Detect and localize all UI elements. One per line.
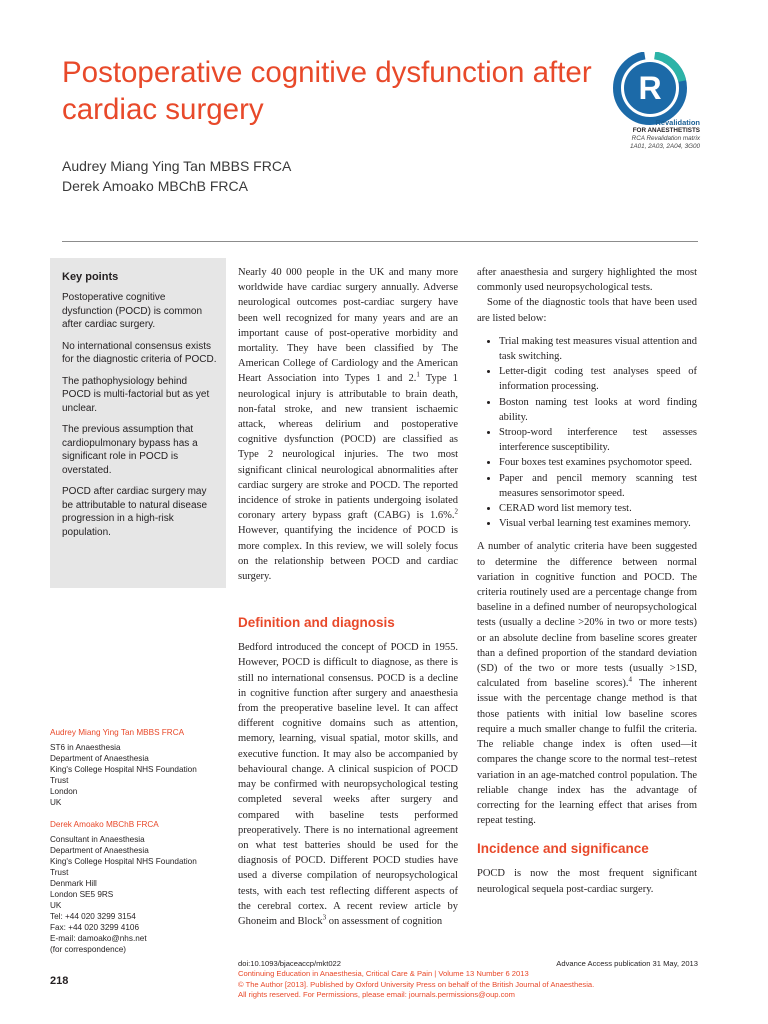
definition-paragraph: Bedford introduced the concept of POCD in 1955. However, POCD is difficult to diagnose, as there is still no international consensus. POCD is a decline in cognitive function after surgery and anaesthesia from the preoperative baseline level. It can affect different cognitive domains such as attention, memory, learning, visual spatial, motor skills, and executive function. It may also be accompanied by behavioural change. A clinical suspicion of POCD may be confirmed with neuropsychological testing completed several weeks after surgery and compared with baseline tests performed preoperatively. There is no international agreement on what test batteries should be used for the diagnosis of POCD. Different POCD studies have used a diverse compilation of neuropsychological tests, with each test reflecting different aspects of the cerebral cortex. A recent review article by Ghoneim and Block$^3$ on assessment of cognition bbox=[238, 642, 458, 927]
revalidation-brand: Revalidation bbox=[655, 118, 700, 127]
list-item: • Letter-digit coding test analyses speed of information processing. bbox=[499, 364, 697, 394]
affiliation-name: Derek Amoako MBChB FRCA bbox=[50, 820, 159, 829]
affiliation-line: Trust bbox=[50, 868, 69, 877]
footer-advance-access: Advance Access publication 31 May, 2013 bbox=[556, 959, 698, 968]
key-point: POCD after cardiac surgery may be attributable to natural disease progression in a high-risk population. bbox=[62, 486, 208, 538]
affiliation-line: Fax: +44 020 3299 4106 bbox=[50, 923, 139, 932]
revalidation-logo-letter: R bbox=[638, 70, 662, 106]
key-point: The pathophysiology behind POCD is multi-factorial but as yet unclear. bbox=[62, 375, 210, 414]
diagnostic-tests-list bbox=[477, 334, 697, 532]
affiliation-author-1 bbox=[50, 727, 230, 808]
footer-rights: All rights reserved. For Permissions, please email: journals.permissions@oup.com bbox=[238, 990, 515, 1000]
list-item: • Stroop-word interference test assesses interference susceptibility. bbox=[499, 425, 697, 455]
tests-lead-paragraph: Some of the diagnostic tools that have been used are listed below: bbox=[477, 297, 697, 324]
key-points-box bbox=[50, 258, 226, 588]
footer-copyright: © The Author [2013]. Published by Oxford University Press on behalf of the British Journal of Anaesthesia. bbox=[238, 979, 595, 989]
affiliation-line: Tel: +44 020 3299 3154 bbox=[50, 912, 136, 921]
list-item: • Four boxes test examines psychomotor speed. bbox=[499, 455, 697, 470]
footer-doi: doi:10.1093/bjaceaccp/mkt022 bbox=[238, 959, 342, 968]
affiliation-line: Denmark Hill bbox=[50, 879, 97, 888]
list-item: • Visual verbal learning test examines memory. bbox=[499, 516, 697, 531]
tests-intro-paragraph: after anaesthesia and surgery highlighted the most commonly used neuropsychological tests. bbox=[477, 267, 697, 294]
affiliation-line: Consultant in Anaesthesia bbox=[50, 835, 145, 844]
footer-journal: Continuing Education in Anaesthesia, Critical Care & Pain | Volume 13 Number 6 2013 bbox=[238, 969, 529, 979]
page-footer bbox=[238, 959, 698, 1001]
key-points-heading: Key points bbox=[62, 271, 119, 283]
criteria-paragraph: A number of analytic criteria have been suggested to determine the difference between normal variation in cognitive function and POCD. The criteria routinely used are a percentage change from baseline in a defined number of neuropsychological tests (usually a decline >20% in two or more tests) or an absolute decline from baseline scores greater than a defined proportion of the standard deviation (SD) of the two or more tests (usually >1SD, calculated from baseline scores).$^4$ The inherent issue with the percentage change method is that those patients with initial low baseline scores require a much smaller change to fulfil the criteria. The reliable change index is often used—it compares the change score to the normal test–retest variation in an age-matched control population. The reliable change index has the advantage of correcting for the learning effect that arises from repeat testing. bbox=[477, 541, 697, 827]
intro-paragraph: Nearly 40 000 people in the UK and many more worldwide have cardiac surgery annually. Adverse neurological outcomes post-cardiac surgery have been well recognized for many years and are an important cause of post-operative morbidity and mortality. They have been classified by The American College of Cardiology and the American Heart Association into Types 1 and 2.$^1$ Type 1 neurological injury is attributable to brain death, non-fatal stroke, and new transient ischaemic attack, whereas delirium and postoperative cognitive dysfunction (POCD) are classified as Type 2 neurological injuries. The two most significant clinical neurological abnormalities after cardiac surgery are stroke and POCD. The reported incidence of stroke in patients undergoing isolated coronary artery bypass graft (CABG) is 1.6%.$^2$ However, quantifying the incidence of POCD is more complex. In this review, we will solely focus on the relationship between POCD and cardiac surgery. bbox=[238, 267, 458, 583]
affiliation-line: King's College Hospital NHS Foundation bbox=[50, 857, 197, 866]
body-column-1 bbox=[238, 265, 458, 929]
affiliation-line: Trust bbox=[50, 776, 69, 785]
key-point: No international consensus exists for the diagnostic criteria of POCD. bbox=[62, 340, 217, 365]
affiliation-line: Department of Anaesthesia bbox=[50, 846, 149, 855]
affiliation-line: London bbox=[50, 787, 78, 796]
article-title: Postoperative cognitive dysfunction after cardiac surgery bbox=[62, 56, 592, 126]
affiliation-line: (for correspondence) bbox=[50, 945, 126, 954]
author-list bbox=[62, 156, 291, 196]
affiliation-name: Audrey Miang Ying Tan MBBS FRCA bbox=[50, 728, 185, 737]
revalidation-line1: FOR ANAESTHETISTS bbox=[632, 127, 700, 134]
page-number: 218 bbox=[50, 975, 69, 987]
body-column-2 bbox=[477, 265, 697, 897]
section-heading-definition: Definition and diagnosis bbox=[238, 615, 395, 631]
revalidation-line2: RCA Revalidation matrix bbox=[631, 135, 700, 142]
affiliation-line: UK bbox=[50, 798, 62, 807]
list-item: • Paper and pencil memory scanning test measures sensorimotor speed. bbox=[499, 471, 697, 501]
affiliation-line: UK bbox=[50, 901, 62, 910]
revalidation-line3: 1A01, 2A03, 2A04, 3G00 bbox=[629, 143, 700, 150]
key-point: The previous assumption that cardiopulmonary bypass has a significant role in POCD is overstated. bbox=[62, 424, 198, 476]
affiliation-line: ST6 in Anaesthesia bbox=[50, 743, 121, 752]
author-name: Audrey Miang Ying Tan MBBS FRCA bbox=[62, 158, 292, 174]
affiliation-line: Department of Anaesthesia bbox=[50, 754, 149, 763]
affiliation-author-2 bbox=[50, 819, 230, 955]
header-divider bbox=[62, 241, 698, 242]
author-name: Derek Amoako MBChB FRCA bbox=[62, 178, 248, 194]
list-item: • CERAD word list memory test. bbox=[499, 501, 697, 516]
key-point: Postoperative cognitive dysfunction (POCD) is common after cardiac surgery. bbox=[62, 292, 203, 330]
section-heading-incidence: Incidence and significance bbox=[477, 841, 649, 857]
list-item: • Boston naming test looks at word finding ability. bbox=[499, 395, 697, 425]
affiliation-line: King's College Hospital NHS Foundation bbox=[50, 765, 197, 774]
list-item: • Trial making test measures visual attention and task switching. bbox=[499, 334, 697, 364]
revalidation-caption bbox=[596, 118, 700, 151]
incidence-paragraph: POCD is now the most frequent significant neurological sequela post-cardiac surgery. bbox=[477, 868, 697, 895]
affiliation-line: London SE5 9RS bbox=[50, 890, 114, 899]
affiliation-line: E-mail: damoako@nhs.net bbox=[50, 934, 147, 943]
